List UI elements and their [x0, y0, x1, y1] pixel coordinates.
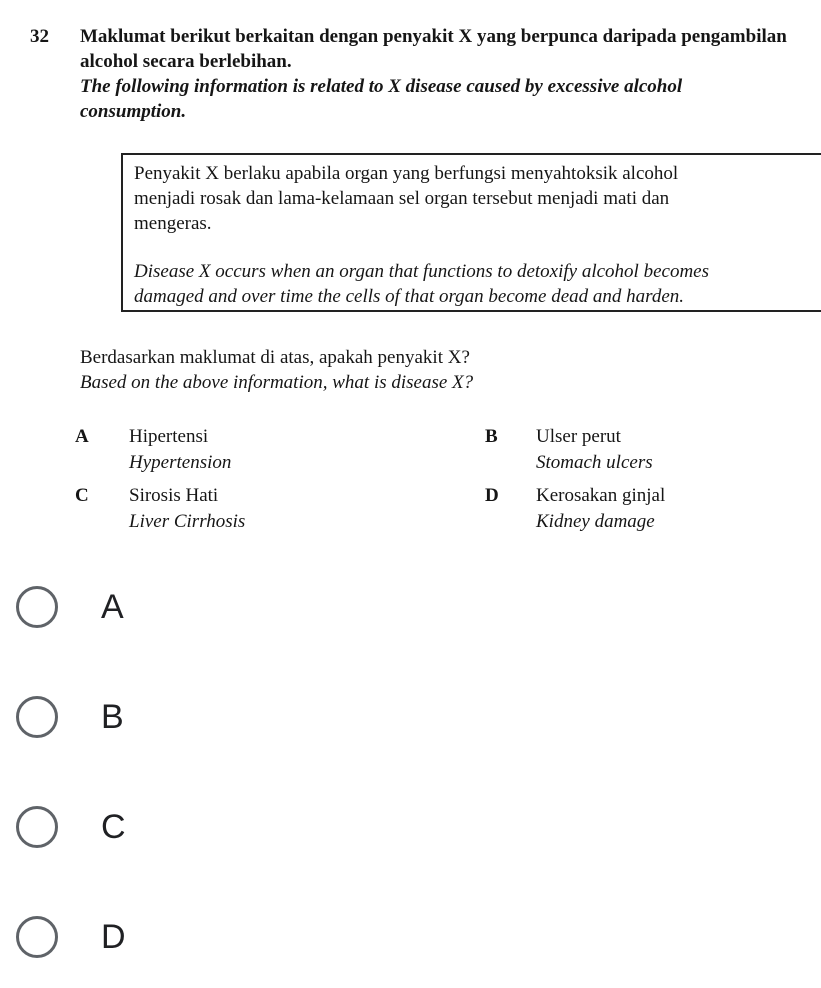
choice-a[interactable]	[0, 563, 821, 653]
choice-label[interactable]: D	[101, 918, 126, 956]
option-letter: B	[485, 426, 498, 447]
info-en-line-2: damaged and over time the cells of that organ become dead and harden.	[134, 286, 685, 307]
choice-label[interactable]: C	[101, 808, 126, 846]
choice-b[interactable]	[0, 673, 821, 763]
option-letter: A	[75, 426, 89, 447]
radio-button-icon[interactable]	[16, 586, 58, 628]
info-ms-line-2: menjadi rosak dan lama-kelamaan sel organ tersebut menjadi mati dan	[134, 188, 670, 209]
stem-ms-line-1: Maklumat berikut berkaitan dengan penyakit X yang berpunca daripada pengambilan	[80, 26, 787, 47]
option-en: Kidney damage	[536, 511, 655, 532]
option-en: Liver Cirrhosis	[129, 511, 246, 532]
radio-button-icon[interactable]	[16, 806, 58, 848]
info-en-line-1: Disease X occurs when an organ that functions to detoxify alcohol becomes	[134, 261, 710, 282]
question-stem	[80, 24, 821, 124]
info-ms-line-1: Penyakit X berlaku apabila organ yang berfungsi menyahtoksik alcohol	[134, 163, 679, 184]
choice-d[interactable]	[0, 893, 821, 983]
question-prompt	[80, 345, 473, 395]
info-ms-line-3: mengeras.	[134, 213, 212, 234]
stem-en-line-2: consumption.	[80, 101, 187, 122]
radio-button-icon[interactable]	[16, 696, 58, 738]
info-box	[121, 153, 821, 312]
option-ms: Kerosakan ginjal	[536, 485, 666, 506]
stem-ms-line-2: alcohol secara berlebihan.	[80, 51, 292, 72]
option-ms: Ulser perut	[536, 426, 621, 447]
option-letter: C	[75, 485, 89, 506]
choice-label[interactable]: B	[101, 698, 124, 736]
choice-c[interactable]	[0, 783, 821, 873]
prompt-en: Based on the above information, what is disease X?	[80, 372, 474, 393]
question-number: 32	[30, 26, 49, 47]
stem-en-line-1: The following information is related to X disease caused by excessive alcohol	[80, 76, 683, 97]
choice-label[interactable]: A	[101, 588, 124, 626]
option-ms: Hipertensi	[129, 426, 209, 447]
option-en: Hypertension	[129, 452, 232, 473]
option-ms: Sirosis Hati	[129, 485, 219, 506]
option-en: Stomach ulcers	[536, 452, 653, 473]
prompt-ms: Berdasarkan maklumat di atas, apakah penyakit X?	[80, 347, 470, 368]
option-letter: D	[485, 485, 499, 506]
radio-button-icon[interactable]	[16, 916, 58, 958]
